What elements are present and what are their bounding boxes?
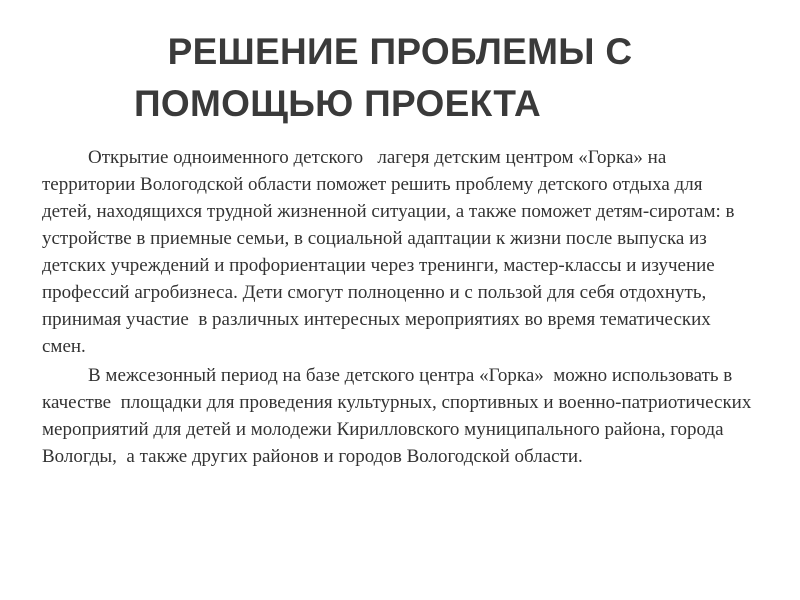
slide-title [40, 26, 760, 130]
slide-title-line-1: РЕШЕНИЕ ПРОБЛЕМЫ С [167, 31, 633, 72]
body-paragraph-2: В межсезонный период на базе детского центра «Горка» можно использовать в качестве площадки для проведения культурных, спортивных и военно-патриотических мероприятий для детей и молодежи Кирилловского муниципального района, города Вологды, а также других районов и городов Вологодской области. [42, 365, 757, 467]
slide-title-line-2: ПОМОЩЬЮ ПРОЕКТА [134, 83, 541, 124]
body-paragraph-1: Открытие одноименного детского лагеря детским центром «Горка» на территории Вологодской области поможет решить проблему детского отдыха для детей, находящихся трудной жизненной ситуации, а также поможет детям-сиротам: в устройстве в приемные семьи, в социальной адаптации к жизни после выпуска из детских учреждений и профориентации через тренинги, мастер-классы и изучение профессий агробизнеса. Дети смогут полноценно и с пользой для себя отдохнуть, принимая участие в различных интересных мероприятиях во время тематических смен. [42, 147, 740, 357]
slide-body [42, 144, 757, 470]
